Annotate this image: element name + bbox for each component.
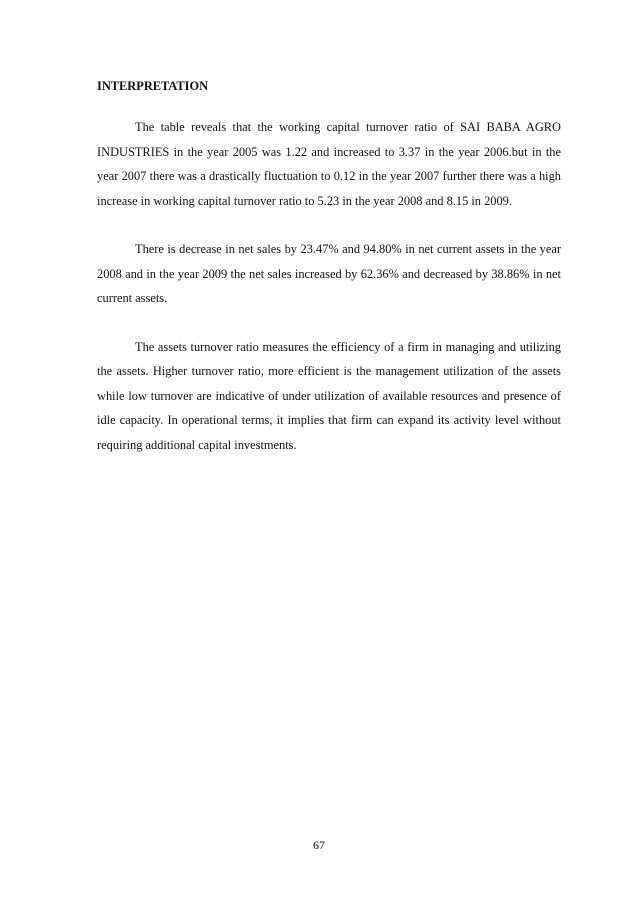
page-content — [97, 77, 561, 481]
paragraph-assets-turnover: The assets turnover ratio measures the efficiency of a firm in managing and utilizing the assets. Higher turnover ratio, more efficient is the management utilization of the assets while low turnover are indicative of under utilization of available resources and presence of idle capacity. In operational terms, it implies that firm can expand its activity level without requiring additional capital investments. — [97, 339, 561, 452]
paragraph-net-sales: There is decrease in net sales by 23.47% and 94.80% in net current assets in the year 2008 and in the year 2009 the net sales increased by 62.36% and decreased by 38.86% in net current assets. — [97, 242, 561, 305]
paragraph-working-capital: The table reveals that the working capital turnover ratio of SAI BABA AGRO INDUSTRIES in the year 2005 was 1.22 and increased to 3.37 in the year 2006.but in the year 2007 there was a drastically fluctuation to 0.12 in the year 2007 further there was a high increase in working capital turnover ratio to 5.23 in the year 2008 and 8.15 in 2009. — [97, 120, 561, 208]
page-number: 67 — [313, 838, 325, 852]
section-heading: INTERPRETATION — [97, 79, 209, 93]
